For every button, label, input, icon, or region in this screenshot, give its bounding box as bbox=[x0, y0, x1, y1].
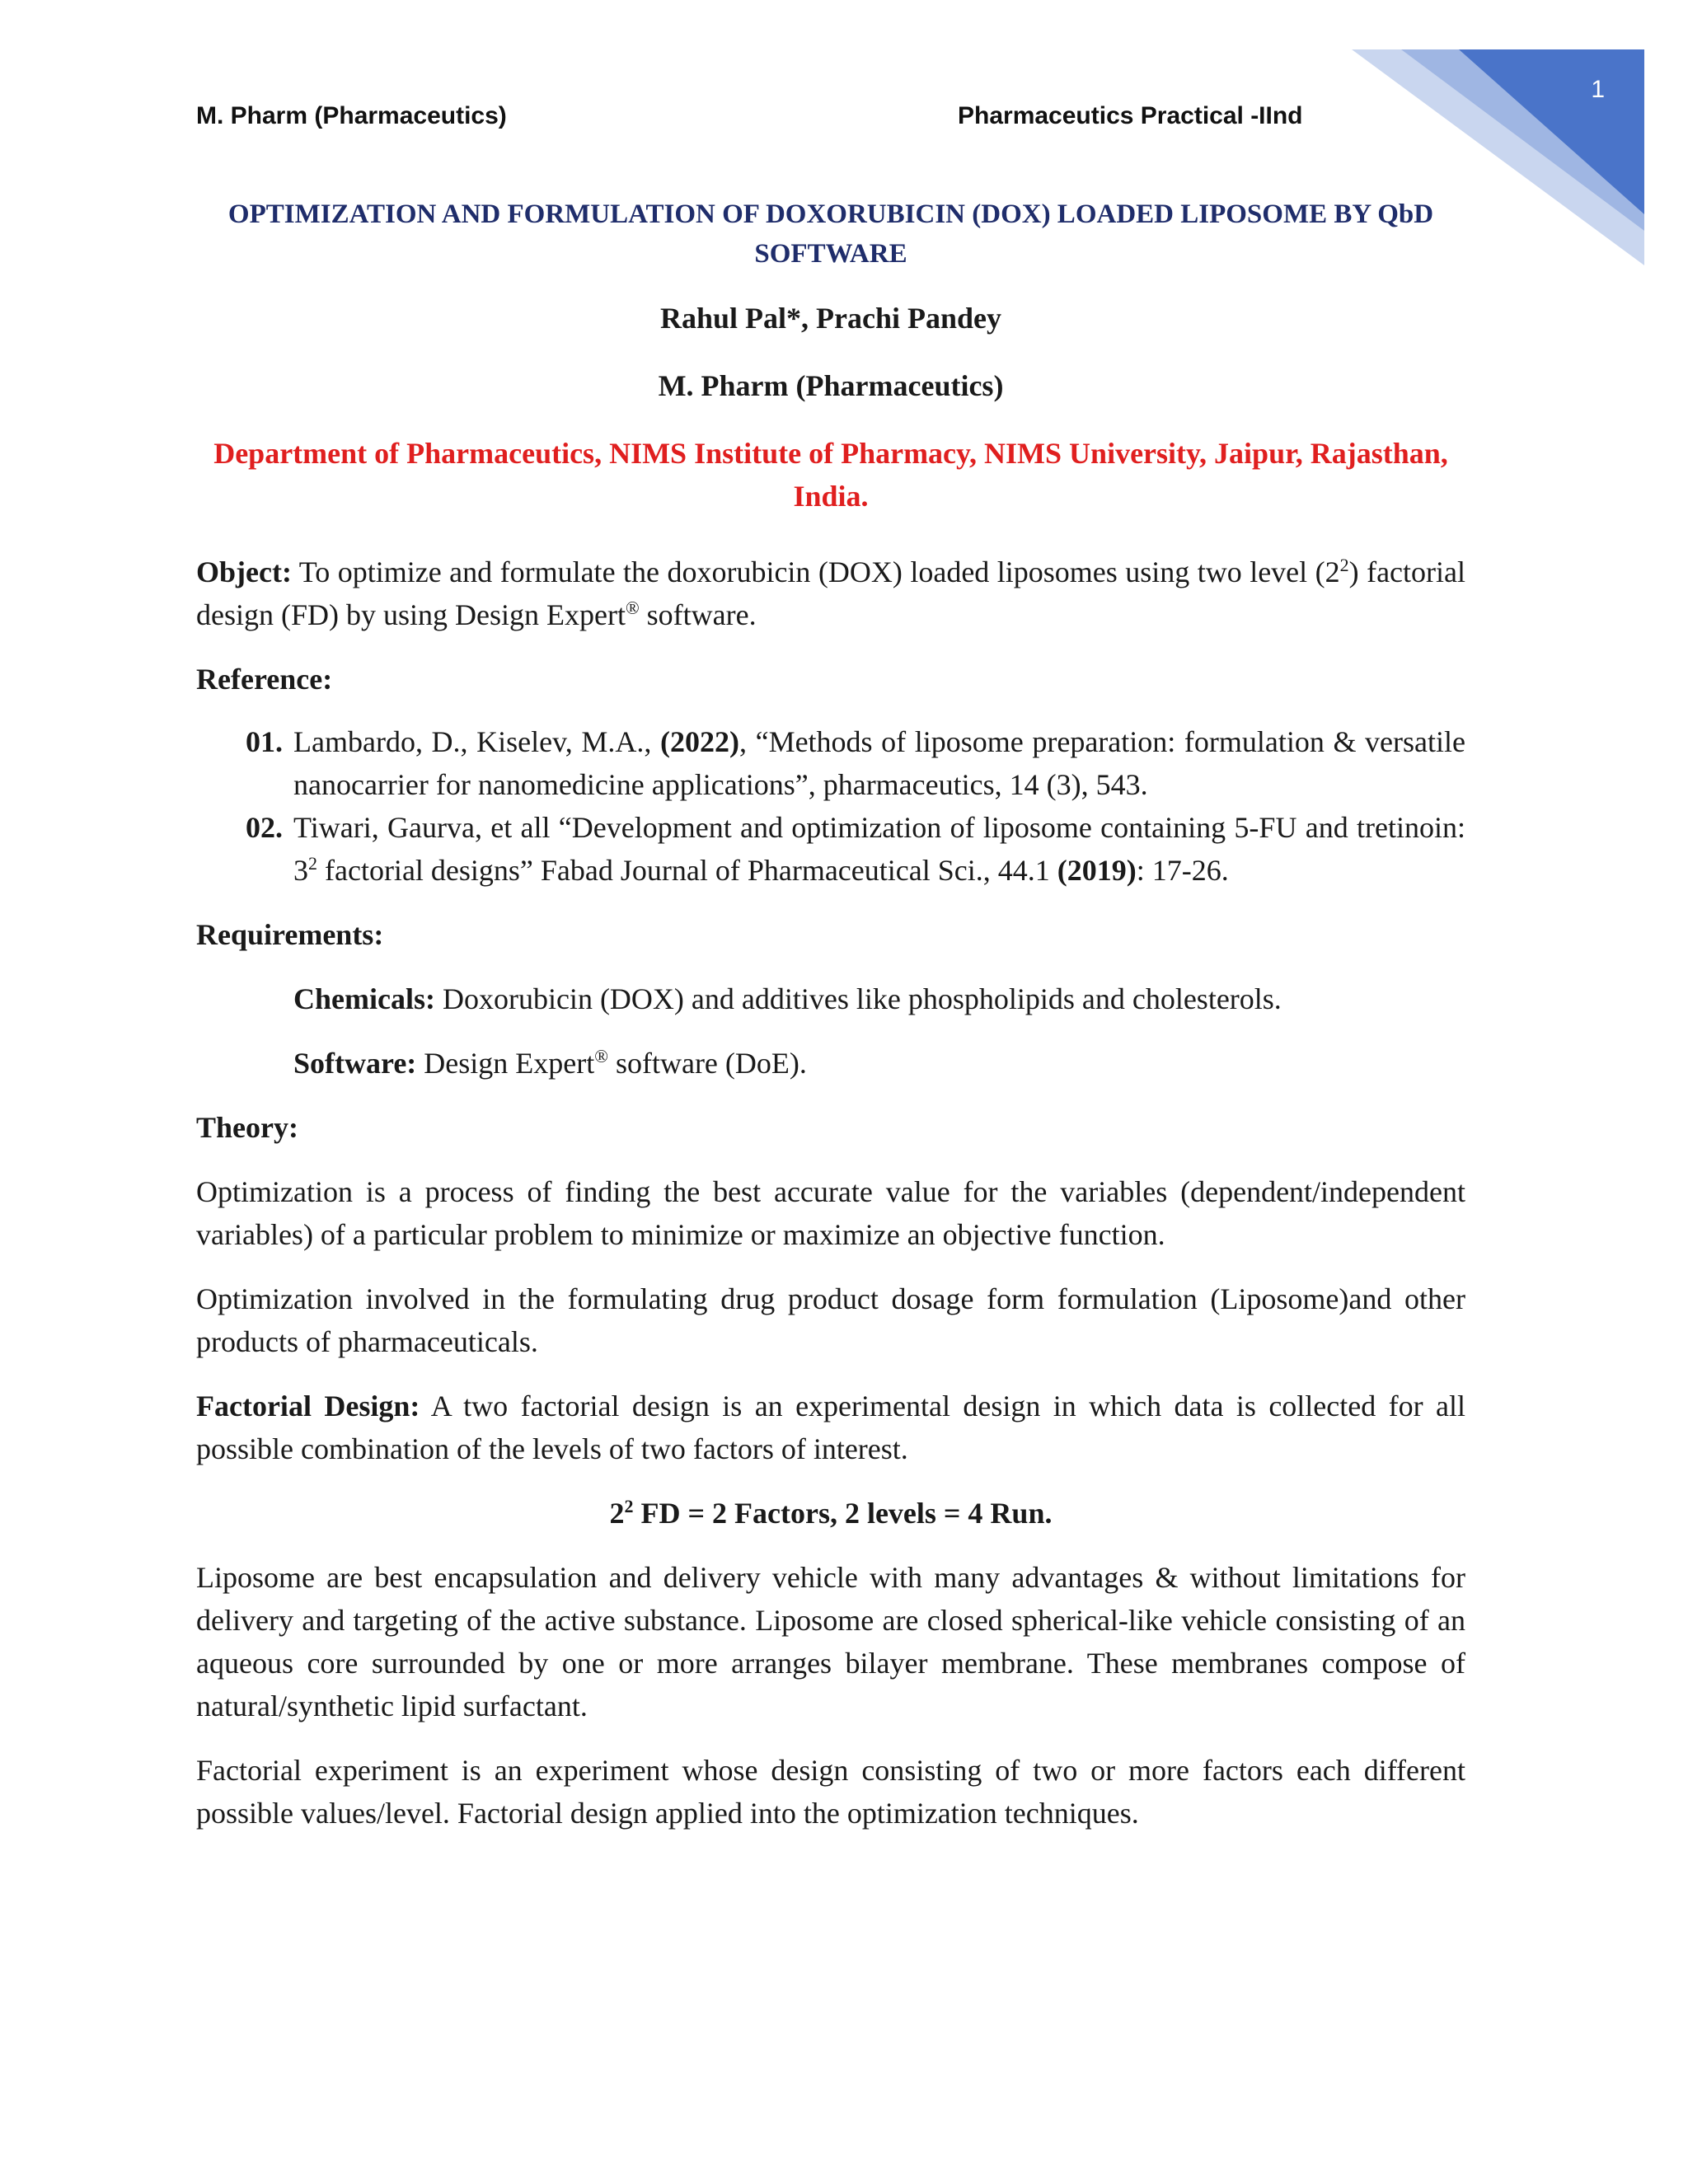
requirements-heading: Requirements: bbox=[196, 918, 384, 951]
reference-list bbox=[196, 720, 1465, 892]
reference-item: 02. Tiwari, Gaurva, et all “Development and optimization of liposome containing 5-FU and tretinoin: $3^2$ factorial designs” Fabad Journal of Pharmaceutical Sci., 44.1 (2019): 17-26. bbox=[246, 811, 1465, 887]
factorial-design-paragraph: Factorial Design: A two factorial design is an experimental design in which data is collected for all possible combination of the levels of two factors of interest. bbox=[196, 1390, 1466, 1465]
software-line: Software: Design Expert® software (DoE). bbox=[293, 1046, 807, 1080]
header-right: Pharmaceutics Practical -IInd bbox=[958, 102, 1303, 129]
page-number: 1 bbox=[1591, 76, 1605, 103]
theory-paragraph-2: Optimization involved in the formulating drug product dosage form formulation (Liposome)and other products of pharmaceuticals. bbox=[196, 1282, 1465, 1358]
authors: Rahul Pal*, Prachi Pandey bbox=[659, 302, 1002, 335]
theory-paragraph-3: Liposome are best encapsulation and delivery vehicle with many advantages & without limitations for delivery and targeting of the active substance. Liposome are closed spherical-like vehicle consisting of an aqueous core surrounded by one or more arranges bilayer membrane. These membranes compose of natural/synthetic lipid surfactant. bbox=[196, 1561, 1465, 1722]
object-paragraph: Object: To optimize and formulate the doxorubicin (DOX) loaded liposomes using two level $(2^2)$ factorial design (FD) by using Design Expert® software. bbox=[196, 555, 1466, 631]
department: Department of Pharmaceutics, NIMS Institute of Pharmacy, NIMS University, Jaipur, Rajasthan, India. bbox=[213, 437, 1448, 513]
object-label: Object: bbox=[196, 555, 292, 588]
factorial-formula: $2^2$ FD = 2 Factors, 2 levels = 4 Run. bbox=[609, 1496, 1053, 1530]
header-left: M. Pharm (Pharmaceutics) bbox=[196, 102, 507, 129]
theory-paragraph-1: Optimization is a process of finding the best accurate value for the variables (dependent/independent variables) of a particular problem to minimize or maximize an objective function. bbox=[196, 1175, 1465, 1251]
theory-paragraph-4: Factorial experiment is an experiment whose design consisting of two or more factors each different possible values/level. Factorial design applied into the optimization techniques. bbox=[196, 1754, 1465, 1830]
document-title: OPTIMIZATION AND FORMULATION OF DOXORUBICIN (DOX) LOADED LIPOSOME BY QbD SOFTWARE bbox=[227, 199, 1434, 269]
reference-item: 01. Lambardo, D., Kiselev, M.A., (2022), “Methods of liposome preparation: formulation & versatile nanocarrier for nanomedicine applications”, pharmaceutics, 14 (3), 543. bbox=[246, 725, 1465, 801]
document-body bbox=[196, 194, 1465, 1835]
reference-heading: Reference: bbox=[196, 663, 333, 696]
chemicals-line: Chemicals: Doxorubicin (DOX) and additives like phospholipids and cholesterols. bbox=[293, 982, 1282, 1015]
degree: M. Pharm (Pharmaceutics) bbox=[658, 369, 1004, 402]
theory-heading: Theory: bbox=[196, 1111, 298, 1144]
